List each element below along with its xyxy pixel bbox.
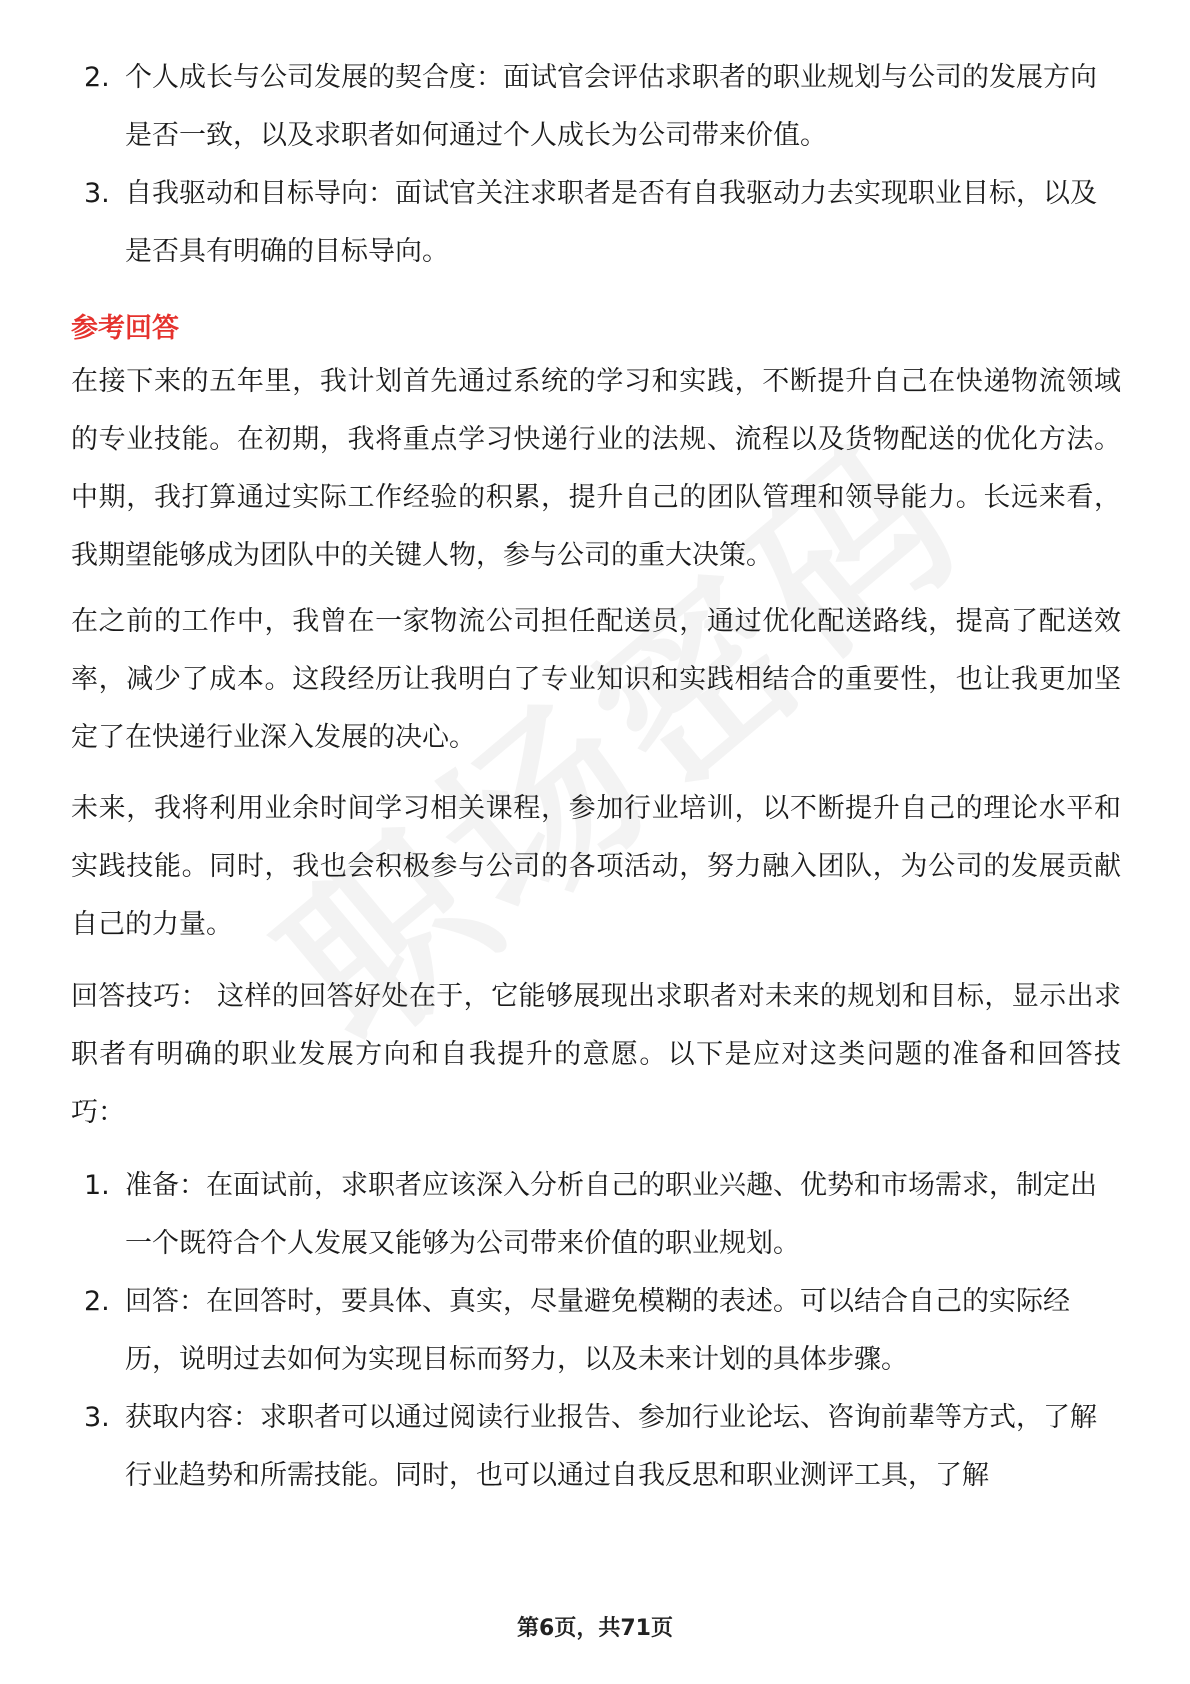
list-item bbox=[84, 1273, 1114, 1389]
list-number: 2. bbox=[84, 62, 110, 93]
list-text: 回答：在回答时，要具体、真实，尽量避免模糊的表述。可以结合自己的实际经历，说明过去如何为实现目标而努力，以及未来计划的具体步骤。 bbox=[125, 1286, 1070, 1375]
answer-paragraph: 未来，我将利用业余时间学习相关课程，参加行业培训，以不断提升自己的理论水平和实践技能。同时，我也会积极参与公司的各项活动，努力融入团队，为公司的发展贡献自己的力量。 bbox=[71, 793, 1121, 940]
list-item bbox=[84, 1157, 1114, 1273]
list-number: 3. bbox=[84, 178, 110, 209]
list-number: 1. bbox=[84, 1170, 110, 1201]
list-text: 准备：在面试前，求职者应该深入分析自己的职业兴趣、优势和市场需求，制定出一个既符合个人发展又能够为公司带来价值的职业规划。 bbox=[125, 1170, 1097, 1259]
section-heading: 参考回答 bbox=[71, 313, 179, 344]
page-number-footer: 第6页，共71页 bbox=[517, 1616, 673, 1641]
list-item bbox=[84, 1389, 1114, 1505]
answer-paragraph: 在接下来的五年里，我计划首先通过系统的学习和实践，不断提升自己在快递物流领域的专业技能。在初期，我将重点学习快递行业的法规、流程以及货物配送的优化方法。中期，我打算通过实际工作经验的积累，提升自己的团队管理和领导能力。长远来看，我期望能够成为团队中的关键人物，参与公司的重大决策。 bbox=[71, 366, 1121, 571]
list-number: 3. bbox=[84, 1402, 110, 1433]
tips-intro-paragraph: 回答技巧： 这样的回答好处在于，它能够展现出求职者对未来的规划和目标，显示出求职者有明确的职业发展方向和自我提升的意愿。以下是应对这类问题的准备和回答技巧： bbox=[71, 981, 1121, 1128]
answer-paragraph: 在之前的工作中，我曾在一家物流公司担任配送员，通过优化配送路线，提高了配送效率，减少了成本。这段经历让我明白了专业知识和实践相结合的重要性，也让我更加坚定了在快递行业深入发展的决心。 bbox=[71, 606, 1121, 753]
list-text: 个人成长与公司发展的契合度：面试官会评估求职者的职业规划与公司的发展方向是否一致，以及求职者如何通过个人成长为公司带来价值。 bbox=[125, 62, 1097, 151]
list-item bbox=[84, 165, 1114, 281]
tips-list bbox=[84, 1157, 1114, 1505]
list-text: 自我驱动和目标导向：面试官关注求职者是否有自我驱动力去实现职业目标，以及是否具有明确的目标导向。 bbox=[125, 178, 1097, 267]
list-item bbox=[84, 49, 1114, 165]
criteria-list bbox=[84, 49, 1114, 281]
list-number: 2. bbox=[84, 1286, 110, 1317]
list-text: 获取内容：求职者可以通过阅读行业报告、参加行业论坛、咨询前辈等方式，了解行业趋势和所需技能。同时，也可以通过自我反思和职业测评工具，了解 bbox=[125, 1402, 1097, 1491]
